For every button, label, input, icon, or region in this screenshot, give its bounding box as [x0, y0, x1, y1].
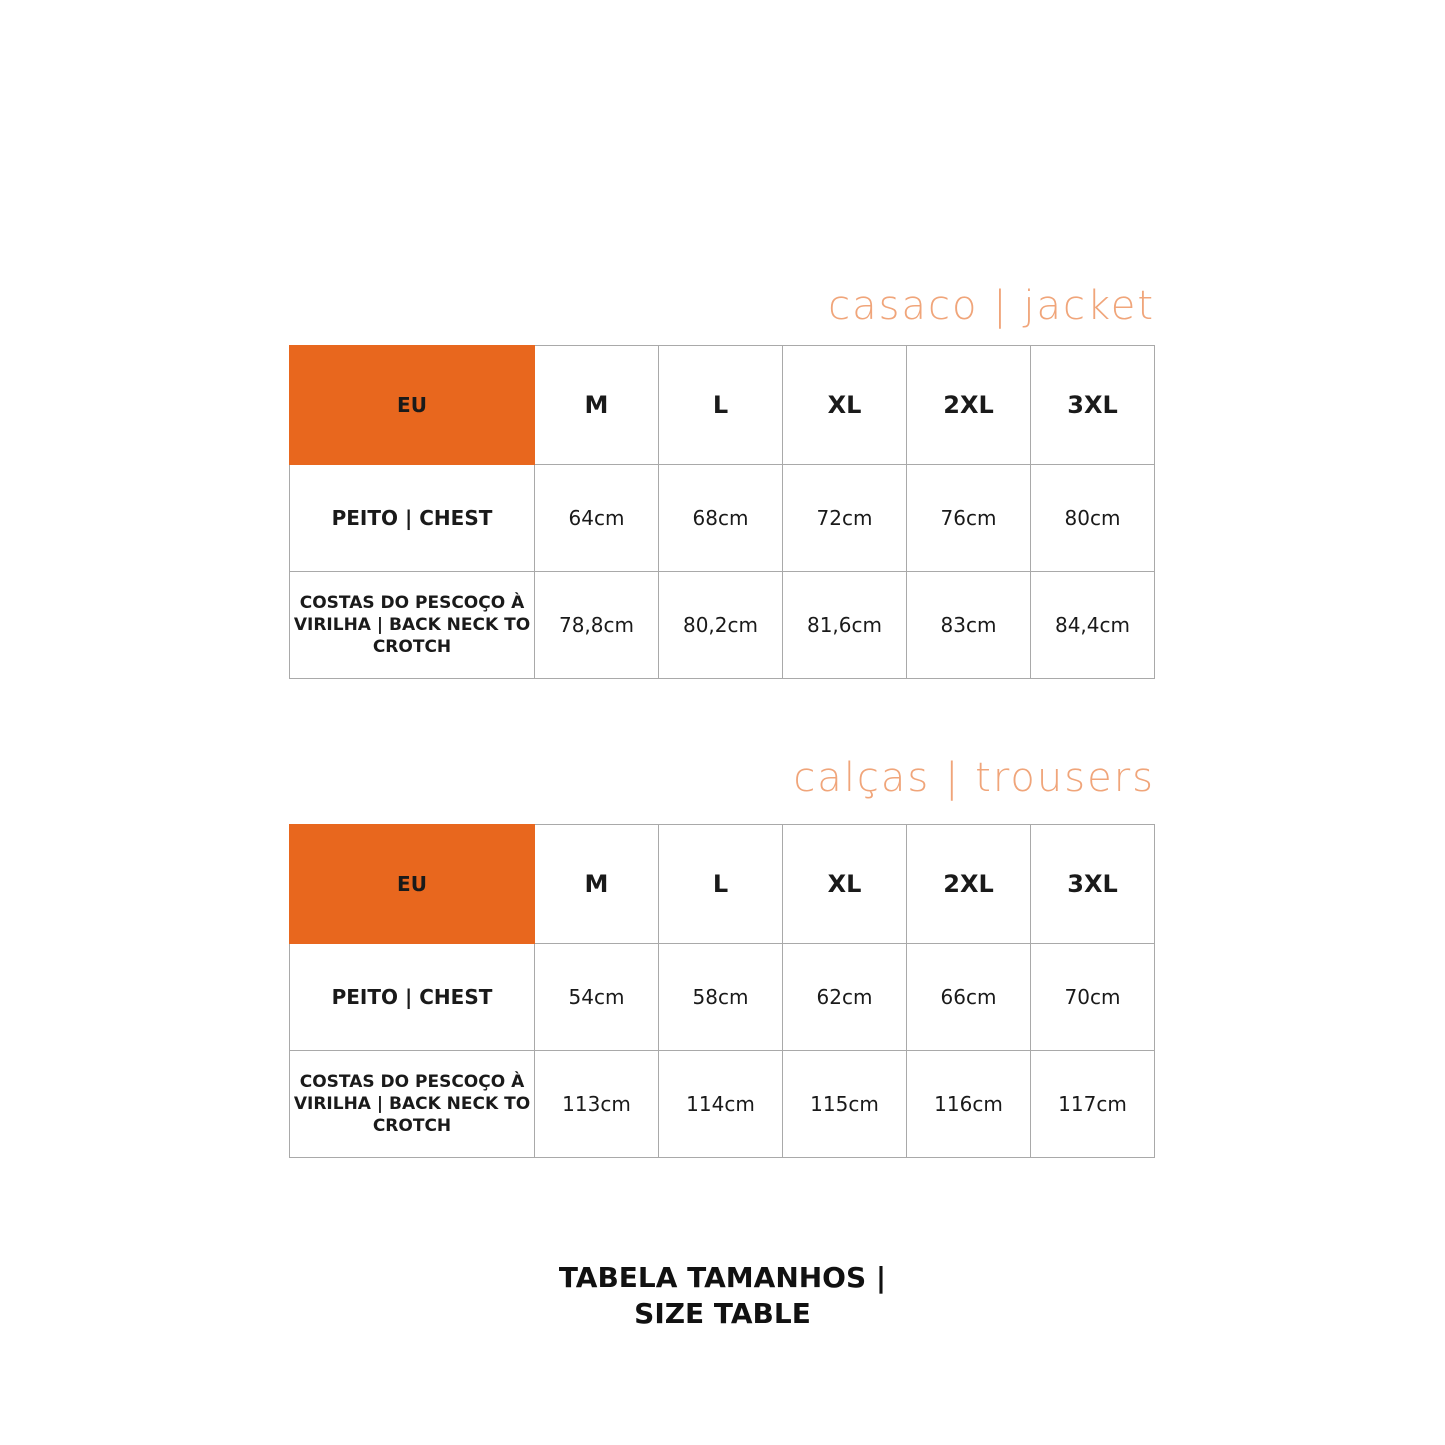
chest-row-label: PEITO | CHEST	[290, 465, 535, 572]
table-cell: 80,2cm	[659, 572, 783, 679]
table-cell: 72cm	[783, 465, 907, 572]
table-cell: 113cm	[535, 1051, 659, 1158]
table-cell: 76cm	[907, 465, 1031, 572]
footer-title-line-1: TABELA TAMANHOS |	[558, 1261, 887, 1294]
size-header-3xl: 3XL	[1031, 346, 1155, 465]
table-cell: 81,6cm	[783, 572, 907, 679]
back-neck-row-label: COSTAS DO PESCOÇO À VIRILHA | BACK NECK TO CROTCH	[290, 572, 535, 679]
trousers-size-table	[289, 824, 1155, 1158]
table-cell: 116cm	[907, 1051, 1031, 1158]
table-cell: 68cm	[659, 465, 783, 572]
size-header-3xl: 3XL	[1031, 825, 1155, 944]
eu-header-cell: EU	[290, 346, 535, 465]
table-cell: 117cm	[1031, 1051, 1155, 1158]
table-header-row	[290, 346, 1155, 465]
jacket-section-title: casaco | jacket	[828, 283, 1155, 329]
table-cell: 115cm	[783, 1051, 907, 1158]
size-header-m: M	[535, 825, 659, 944]
table-cell: 84,4cm	[1031, 572, 1155, 679]
table-cell: 54cm	[535, 944, 659, 1051]
size-header-l: L	[659, 346, 783, 465]
size-header-2xl: 2XL	[907, 825, 1031, 944]
back-neck-row-label: COSTAS DO PESCOÇO À VIRILHA | BACK NECK TO CROTCH	[290, 1051, 535, 1158]
table-row	[290, 1051, 1155, 1158]
eu-header-cell: EU	[290, 825, 535, 944]
chest-row-label: PEITO | CHEST	[290, 944, 535, 1051]
table-cell: 66cm	[907, 944, 1031, 1051]
table-row	[290, 572, 1155, 679]
table-cell: 58cm	[659, 944, 783, 1051]
size-header-xl: XL	[783, 346, 907, 465]
table-cell: 83cm	[907, 572, 1031, 679]
size-header-l: L	[659, 825, 783, 944]
jacket-size-table	[289, 345, 1155, 679]
table-cell: 114cm	[659, 1051, 783, 1158]
table-cell: 62cm	[783, 944, 907, 1051]
trousers-section-title: calças | trousers	[793, 755, 1155, 801]
table-cell: 70cm	[1031, 944, 1155, 1051]
table-row	[290, 944, 1155, 1051]
table-cell: 64cm	[535, 465, 659, 572]
size-header-2xl: 2XL	[907, 346, 1031, 465]
size-table-footer-title	[0, 1260, 1445, 1332]
size-header-xl: XL	[783, 825, 907, 944]
table-header-row	[290, 825, 1155, 944]
table-cell: 80cm	[1031, 465, 1155, 572]
size-header-m: M	[535, 346, 659, 465]
footer-title-line-2: SIZE TABLE	[634, 1297, 811, 1330]
table-cell: 78,8cm	[535, 572, 659, 679]
table-row	[290, 465, 1155, 572]
